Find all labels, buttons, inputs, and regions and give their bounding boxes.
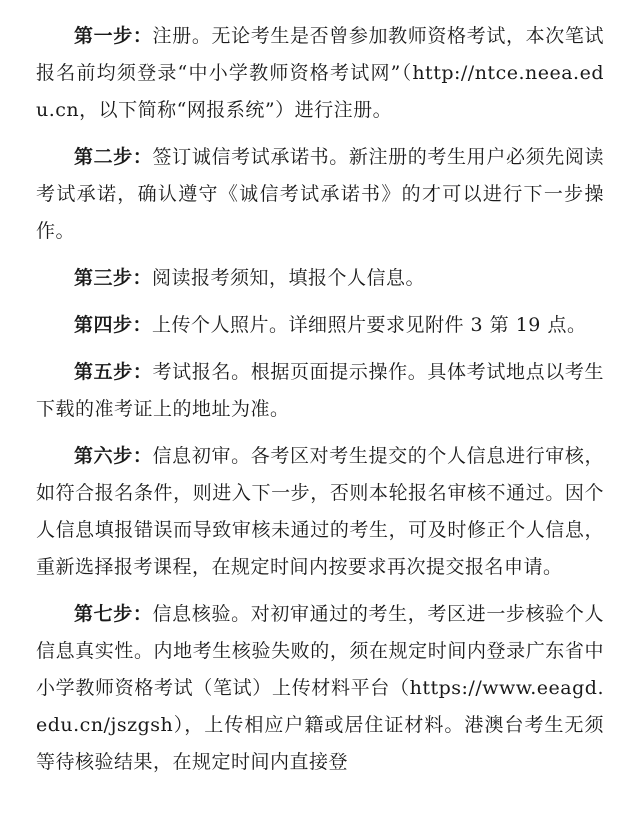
step-1-label: 第一步：	[74, 25, 153, 47]
step-7-text: 信息核验。对初审通过的考生，考区进一步核验个人信息真实性。内地考生核验失败的，须在规定时间内登录广东省中小学教师资格考试（笔试）上传材料平台（https://www.eeagd.edu.cn/jszgsh），上传相应户籍或居住证材料。港澳台考生无须等待核验结果，在规定时间内直接登	[36, 603, 604, 773]
step-6-text: 信息初审。各考区对考生提交的个人信息进行审核，如符合报名条件，则进入下一步，否则本轮报名审核不通过。因个人信息填报错误而导致审核未通过的考生，可及时修正个人信息，重新选择报考课程，在规定时间内按要求再次提交报名申请。	[36, 445, 604, 578]
step-5-paragraph	[36, 354, 604, 428]
step-2-paragraph	[36, 139, 604, 250]
step-2-text: 签订诚信考试承诺书。新注册的考生用户必须先阅读考试承诺，确认遵守《诚信考试承诺书》的才可以进行下一步操作。	[36, 146, 604, 242]
step-1-paragraph	[36, 18, 604, 129]
document-page	[36, 18, 604, 791]
step-4-paragraph	[36, 307, 604, 344]
step-7-label: 第七步：	[74, 603, 153, 625]
step-6-paragraph	[36, 438, 604, 586]
step-6-label: 第六步：	[74, 445, 153, 467]
step-5-label: 第五步：	[74, 361, 153, 383]
step-1-text: 注册。无论考生是否曾参加教师资格考试，本次笔试报名前均须登录“中小学教师资格考试网”（http://ntce.neea.edu.cn，以下简称“网报系统”）进行注册。	[36, 25, 604, 121]
step-2-label: 第二步：	[74, 146, 153, 168]
step-3-paragraph	[36, 260, 604, 297]
step-4-text: 上传个人照片。详细照片要求见附件 3 第 19 点。	[152, 314, 587, 336]
step-7-paragraph	[36, 596, 604, 781]
step-3-label: 第三步：	[74, 267, 153, 289]
step-5-text: 考试报名。根据页面提示操作。具体考试地点以考生下载的准考证上的地址为准。	[36, 361, 604, 420]
step-3-text: 阅读报考须知，填报个人信息。	[152, 267, 426, 289]
step-4-label: 第四步：	[74, 314, 153, 336]
